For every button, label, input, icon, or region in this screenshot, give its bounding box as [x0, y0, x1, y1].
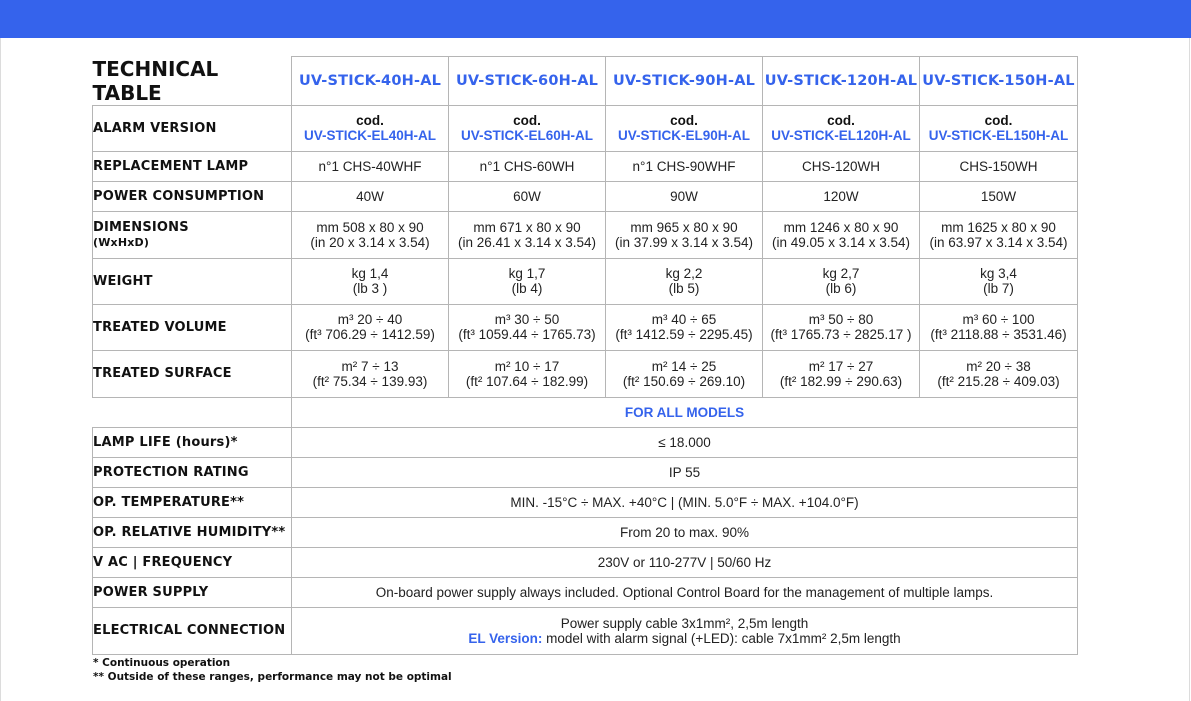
weight-value: kg 1,7 (lb 4): [449, 258, 606, 304]
all-models-row: [93, 397, 1078, 427]
row-label: OP. TEMPERATURE**: [93, 487, 292, 517]
row-label: REPLACEMENT LAMP: [93, 151, 292, 181]
alarm-code-cell: [449, 105, 606, 151]
row-label: POWER SUPPLY: [93, 577, 292, 607]
row-label: ALARM VERSION: [93, 105, 292, 151]
all-models-heading: FOR ALL MODELS: [292, 397, 1078, 427]
row-label: POWER CONSUMPTION: [93, 181, 292, 211]
alarm-code: UV-STICK-EL120H-AL: [771, 128, 911, 143]
blank-cell: [93, 397, 292, 427]
cod-label: cod.: [670, 113, 698, 128]
surface-value: m² 20 ÷ 38 (ft² 215.28 ÷ 409.03): [920, 350, 1078, 397]
surface-value: m² 17 ÷ 27 (ft² 182.99 ÷ 290.63): [763, 350, 920, 397]
lamp-life-row: [93, 427, 1078, 457]
lamp-value: CHS-120WH: [763, 151, 920, 181]
volume-value: m³ 20 ÷ 40 (ft³ 706.29 ÷ 1412.59): [292, 304, 449, 350]
vac-frequency-row: [93, 547, 1078, 577]
cod-label: cod.: [827, 113, 855, 128]
model-header: UV-STICK-40H-AL: [292, 57, 449, 106]
volume-value: m³ 40 ÷ 65 (ft³ 1412.59 ÷ 2295.45): [606, 304, 763, 350]
cod-label: cod.: [356, 113, 384, 128]
electrical-value: [292, 607, 1078, 654]
lamp-value: n°1 CHS-40WHF: [292, 151, 449, 181]
row-label: TREATED VOLUME: [93, 304, 292, 350]
electrical-line-1: Power supply cable 3x1mm², 2,5m length: [560, 615, 809, 631]
weight-value: kg 1,4 (lb 3 ): [292, 258, 449, 304]
cod-label: cod.: [984, 113, 1013, 128]
volume-value: m³ 30 ÷ 50 (ft³ 1059.44 ÷ 1765.73): [449, 304, 606, 350]
alarm-code: UV-STICK-EL150H-AL: [928, 128, 1069, 143]
dimensions-value: mm 965 x 80 x 90 (in 37.99 x 3.14 x 3.54): [606, 211, 763, 258]
lamp-life-value: ≤ 18.000: [292, 427, 1078, 457]
surface-value: m² 14 ÷ 25 (ft² 150.69 ÷ 269.10): [606, 350, 763, 397]
dimensions-value: mm 508 x 80 x 90 (in 20 x 3.14 x 3.54): [292, 211, 449, 258]
weight-value: kg 2,2 (lb 5): [606, 258, 763, 304]
dimensions-value: mm 671 x 80 x 90 (in 26.41 x 3.14 x 3.54): [449, 211, 606, 258]
electrical-line-2: [292, 631, 1077, 646]
temperature-row: [93, 487, 1078, 517]
row-label: ELECTRICAL CONNECTION: [93, 607, 292, 654]
lamp-value: n°1 CHS-90WHF: [606, 151, 763, 181]
row-label: OP. RELATIVE HUMIDITY**: [93, 517, 292, 547]
table-title: TECHNICAL TABLE: [93, 57, 292, 106]
row-label: WEIGHT: [93, 258, 292, 304]
model-header: UV-STICK-60H-AL: [449, 57, 606, 106]
vac-value: 230V or 110-277V | 50/60 Hz: [292, 547, 1078, 577]
alarm-code-cell: [292, 105, 449, 151]
el-version-label: EL Version:: [468, 630, 543, 646]
lamp-value: CHS-150WH: [920, 151, 1078, 181]
el-version-text: model with alarm signal (+LED): cable 7x1mm² 2,5m length: [542, 630, 901, 646]
electrical-connection-row: [93, 607, 1078, 654]
power-value: 90W: [606, 181, 763, 211]
protection-value: IP 55: [292, 457, 1078, 487]
power-value: 120W: [763, 181, 920, 211]
alarm-code: UV-STICK-EL60H-AL: [460, 128, 593, 143]
footnote: * Continuous operation: [93, 657, 231, 669]
power-supply-row: [93, 577, 1078, 607]
power-supply-value: On-board power supply always included. Optional Control Board for the management of multiple lamps.: [292, 577, 1078, 607]
dimensions-value: mm 1246 x 80 x 90 (in 49.05 x 3.14 x 3.54): [763, 211, 920, 258]
alarm-code: UV-STICK-EL40H-AL: [303, 128, 436, 143]
footnotes: [93, 656, 452, 684]
power-consumption-row: [93, 181, 1078, 211]
volume-value: m³ 60 ÷ 100 (ft³ 2118.88 ÷ 3531.46): [920, 304, 1078, 350]
alarm-code-cell: [920, 105, 1078, 151]
treated-volume-row: [93, 304, 1078, 350]
weight-row: [93, 258, 1078, 304]
cod-label: cod.: [513, 113, 541, 128]
row-label: [93, 211, 292, 258]
alarm-code-cell: [606, 105, 763, 151]
replacement-lamp-row: [93, 151, 1078, 181]
alarm-code-cell: [763, 105, 920, 151]
footnote: ** Outside of these ranges, performance may not be optimal: [93, 671, 452, 683]
model-header: UV-STICK-150H-AL: [920, 57, 1078, 106]
treated-surface-row: [93, 350, 1078, 397]
row-label: TREATED SURFACE: [93, 350, 292, 397]
model-header: UV-STICK-120H-AL: [763, 57, 920, 106]
weight-value: kg 2,7 (lb 6): [763, 258, 920, 304]
power-value: 60W: [449, 181, 606, 211]
humidity-row: [93, 517, 1078, 547]
weight-value: kg 3,4 (lb 7): [920, 258, 1078, 304]
row-label: PROTECTION RATING: [93, 457, 292, 487]
model-header-row: [93, 57, 1078, 106]
page-border-right: [1189, 38, 1190, 701]
temperature-value: MIN. -15°C ÷ MAX. +40°C | (MIN. 5.0°F ÷ MAX. +104.0°F): [292, 487, 1078, 517]
volume-value: m³ 50 ÷ 80 (ft³ 1765.73 ÷ 2825.17 ): [763, 304, 920, 350]
power-value: 40W: [292, 181, 449, 211]
dimensions-sublabel: (WxHxD): [93, 236, 150, 249]
dimensions-value: mm 1625 x 80 x 90 (in 63.97 x 3.14 x 3.54): [920, 211, 1078, 258]
surface-value: m² 7 ÷ 13 (ft² 75.34 ÷ 139.93): [292, 350, 449, 397]
top-header-bar: [0, 0, 1191, 38]
row-label: LAMP LIFE (hours)*: [93, 427, 292, 457]
page-border-left: [0, 38, 1, 701]
power-value: 150W: [920, 181, 1078, 211]
alarm-code: UV-STICK-EL90H-AL: [617, 128, 750, 143]
protection-rating-row: [93, 457, 1078, 487]
row-label: V AC | FREQUENCY: [93, 547, 292, 577]
dimensions-label: DIMENSIONS: [93, 220, 189, 235]
alarm-version-row: [93, 105, 1078, 151]
surface-value: m² 10 ÷ 17 (ft² 107.64 ÷ 182.99): [449, 350, 606, 397]
technical-table: [92, 56, 1078, 655]
lamp-value: n°1 CHS-60WH: [449, 151, 606, 181]
humidity-value: From 20 to max. 90%: [292, 517, 1078, 547]
model-header: UV-STICK-90H-AL: [606, 57, 763, 106]
dimensions-row: [93, 211, 1078, 258]
